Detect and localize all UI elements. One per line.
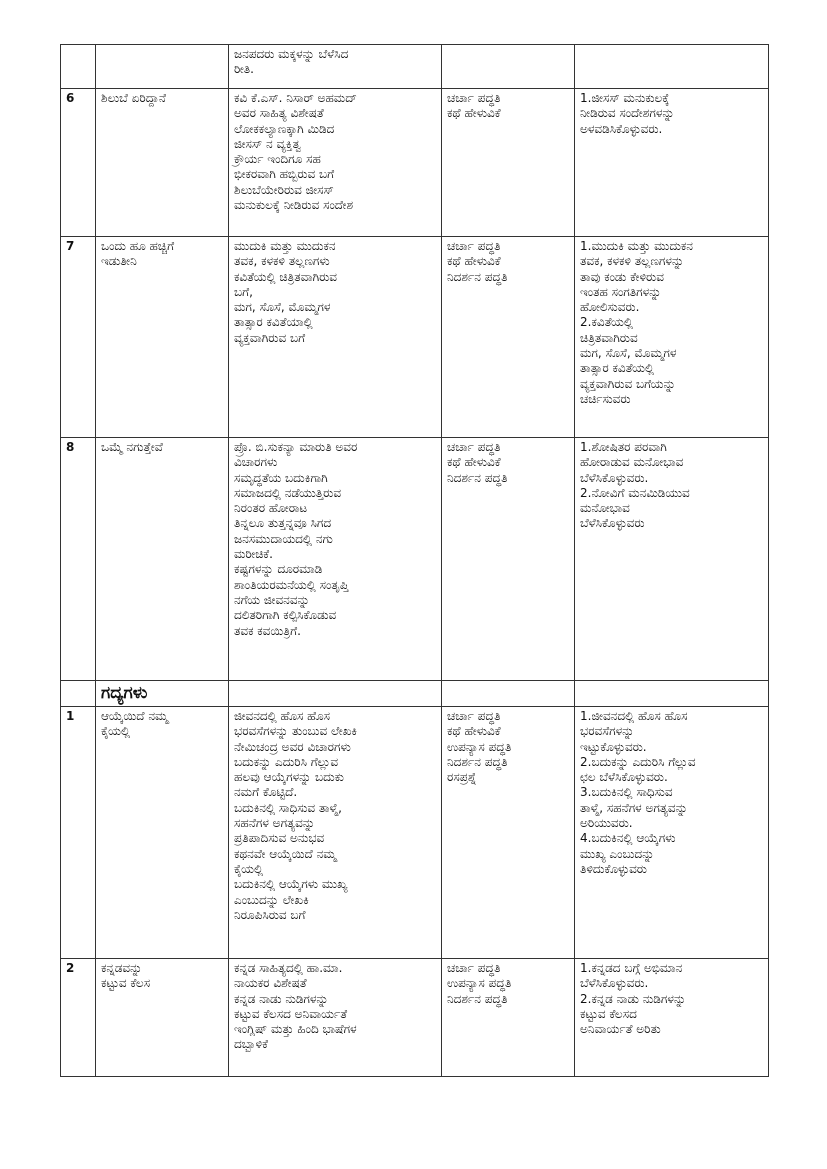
table-row — [61, 237, 769, 438]
cell-content: ಪ್ರೊ. ಬಿ.ಸುಕನ್ಯಾ ಮಾರುತಿ ಅವರ ವಿಚಾರಗಳು ಸಮೃದ್ಧತೆಯ ಬದುಕಿಗಾಗಿ ಸಮಾಜದಲ್ಲಿ ನಡೆಯುತ್ತಿರುವ ನಿರಂತರ ಹೋರಾಟ ತಿನ್ನಲೂ ತುತ್ತನ್ನವೂ ಸಿಗದ ಜನಸಮುದಾಯದಲ್ಲಿ ನಗು ಮರೀಚಿಕೆ. ಕಷ್ಟಗಳನ್ನು ದೂರಮಾಡಿ ಶಾಂತಿಯರಮನೆಯಲ್ಲಿ ಸಂತೃಪ್ತಿ ನಗೆಯ ಜೀವನವನ್ನು ದಲಿತರಿಗಾಗಿ ಕಲ್ಪಿಸಿಕೊಡುವ ತವಕ ಕವಯಿತ್ರಿಗೆ. — [229, 438, 442, 681]
cell-method: ಚರ್ಚಾ ಪದ್ಧತಿ ಉಪನ್ಯಾಸ ಪದ್ಧತಿ ನಿದರ್ಶನ ಪದ್ಧತಿ — [442, 959, 575, 1077]
cell-num: 1 — [61, 707, 96, 959]
table-row — [61, 707, 769, 959]
cell-content: ಕನ್ನಡ ಸಾಹಿತ್ಯದಲ್ಲಿ ಹಾ.ಮಾ. ನಾಯಕರ ವಿಶೇಷತೆ ಕನ್ನಡ ನಾಡು ನುಡಿಗಳನ್ನು ಕಟ್ಟುವ ಕೆಲಸದ ಅನಿವಾರ್ಯತೆ ಇಂಗ್ಲಿಷ್ ಮತ್ತು ಹಿಂದಿ ಭಾಷೆಗಳ ದಬ್ಬಾಳಿಕೆ — [229, 959, 442, 1077]
cell-title: ಕನ್ನಡವನ್ನು ಕಟ್ಟುವ ಕೆಲಸ — [96, 959, 229, 1077]
cell-content: ಕವಿ ಕೆ.ಎಸ್. ನಿಸಾರ್ ಅಹಮದ್ ಅವರ ಸಾಹಿತ್ಯ ವಿಶೇಷತೆ ಲೋಕಕಲ್ಯಾಣಕ್ಕಾಗಿ ಮಿಡಿದ ಜೀಸಸ್ ನ ವ್ಯಕ್ತಿತ್ವ ಕ್ರೌರ್ಯ ಇಂದಿಗೂ ಸಹ ಭೀಕರವಾಗಿ ಹಬ್ಬಿರುವ ಬಗೆ ಶಿಲುಬೆಯೇರಿರುವ ಜೀಸಸ್ ಮನುಕುಲಕ್ಕೆ ನೀಡಿರುವ ಸಂದೇಶ — [229, 89, 442, 237]
section-heading: ಗದ್ಯಗಳು — [96, 681, 229, 707]
cell-num: 2 — [61, 959, 96, 1077]
cell-content: ಜೀವನದಲ್ಲಿ ಹೊಸ ಹೊಸ ಭರವಸೆಗಳನ್ನು ತುಂಬುವ ಲೇಖಕಿ ನೇಮಿಚಂದ್ರ ಅವರ ವಿಚಾರಗಳು ಬದುಕನ್ನು ಎದುರಿಸಿ ಗೆಲ್ಲುವ ಹಲವು ಆಯ್ಕೆಗಳನ್ನು ಬದುಕು ನಮಗೆ ಕೊಟ್ಟಿದೆ. ಬದುಕಿನಲ್ಲಿ ಸಾಧಿಸುವ ತಾಳ್ಮೆ, ಸಹನೆಗಳ ಅಗತ್ಯವನ್ನು ಪ್ರತಿಪಾದಿಸುವ ಅನುಭವ ಕಥನವೇ ಆಯ್ಕೆಯಿದೆ ನಮ್ಮ ಕೈಯಲ್ಲಿ ಬದುಕಿನಲ್ಲಿ ಆಯ್ಕೆಗಳು ಮುಖ್ಯ ಎಂಬುದನ್ನು ಲೇಖಕಿ ನಿರೂಪಿಸಿರುವ ಬಗೆ — [229, 707, 442, 959]
section-row — [61, 681, 769, 707]
cell-method: ಚರ್ಚಾ ಪದ್ಧತಿ ಕಥೆ ಹೇಳುವಿಕೆ ಉಪನ್ಯಾಸ ಪದ್ಧತಿ ನಿದರ್ಶನ ಪದ್ಧತಿ ರಸಪ್ರಶ್ನೆ — [442, 707, 575, 959]
cell-content: ಮುದುಕಿ ಮತ್ತು ಮುದುಕನ ತವಕ, ಕಳಕಳಿ ತಲ್ಲಣಗಳು ಕವಿತೆಯಲ್ಲಿ ಚಿತ್ರಿತವಾಗಿರುವ ಬಗೆ, ಮಗ, ಸೊಸೆ, ಮೊಮ್ಮಗಳ ತಾತ್ಸಾರ ಕವಿತೆಯಾಲ್ಲಿ ವ್ಯಕ್ತವಾಗಿರುವ ಬಗೆ — [229, 237, 442, 438]
empty-cell — [229, 681, 442, 707]
table-row — [61, 438, 769, 681]
cell-title: ಒಮ್ಮೆ ನಗುತ್ತೇವೆ — [96, 438, 229, 681]
table-row — [61, 959, 769, 1077]
cell-outcome: 1.ಮುದುಕಿ ಮತ್ತು ಮುದುಕನ ತವಕ, ಕಳಕಳಿ ತಲ್ಲಣಗಳನ್ನು ತಾವು ಕಂಡು ಕೇಳಿರುವ ಇಂತಹ ಸಂಗತಿಗಳನ್ನು ಹೋಲಿಸುವರು. 2.ಕವಿತೆಯಲ್ಲಿ ಚಿತ್ರಿತವಾಗಿರುವ ಮಗ, ಸೊಸೆ, ಮೊಮ್ಮಗಳ ತಾತ್ಸಾರ ಕವಿತೆಯಲ್ಲಿ ವ್ಯಕ್ತವಾಗಿರುವ ಬಗೆಯನ್ನು ಚರ್ಚಿಸುವರು — [575, 237, 769, 438]
cell-num — [61, 45, 96, 89]
table-row — [61, 45, 769, 89]
empty-cell — [61, 681, 96, 707]
cell-outcome: 1.ಜೀವನದಲ್ಲಿ ಹೊಸ ಹೊಸ ಭರವಸೆಗಳನ್ನು ಇಟ್ಟುಕೊಳ್ಳುವರು. 2.ಬದುಕನ್ನು ಎದುರಿಸಿ ಗೆಲ್ಲುವ ಛಲ ಬೆಳೆಸಿಕೊಳ್ಳುವರು. 3.ಬದುಕಿನಲ್ಲಿ ಸಾಧಿಸುವ ತಾಳ್ಮೆ, ಸಹನೆಗಳ ಅಗತ್ಯವನ್ನು ಅರಿಯುವರು. 4.ಬದುಕಿನಲ್ಲಿ ಆಯ್ಕೆಗಳು ಮುಖ್ಯ ಎಂಬುದನ್ನು ತಿಳಿದುಕೊಳ್ಳುವರು — [575, 707, 769, 959]
cell-title — [96, 45, 229, 89]
lesson-plan-table — [60, 44, 769, 1077]
cell-num: 8 — [61, 438, 96, 681]
cell-method: ಚರ್ಚಾ ಪದ್ಧತಿ ಕಥೆ ಹೇಳುವಿಕೆ ನಿದರ್ಶನ ಪದ್ಧತಿ — [442, 237, 575, 438]
cell-outcome: 1.ಜೀಸಸ್ ಮನುಕುಲಕ್ಕೆ ನೀಡಿರುವ ಸಂದೇಶಗಳನ್ನು ಅಳವಡಿಸಿಕೊಳ್ಳುವರು. — [575, 89, 769, 237]
cell-outcome: 1.ಶೋಷಿತರ ಪರವಾಗಿ ಹೋರಾಡುವ ಮನೋಭಾವ ಬೆಳೆಸಿಕೊಳ್ಳುವರು. 2.ನೋವಿಗೆ ಮನಮಿಡಿಯುವ ಮನೋಭಾವ ಬೆಳೆಸಿಕೊಳ್ಳುವರು — [575, 438, 769, 681]
cell-title: ಆಯ್ಕೆಯಿದೆ ನಮ್ಮ ಕೈಯಲ್ಲಿ — [96, 707, 229, 959]
cell-num: 6 — [61, 89, 96, 237]
table-row — [61, 89, 769, 237]
cell-content: ಜನಪದರು ಮಕ್ಕಳನ್ನು ಬೆಳೆಸಿದ ರೀತಿ. — [229, 45, 442, 89]
empty-cell — [575, 681, 769, 707]
cell-outcome — [575, 45, 769, 89]
cell-method — [442, 45, 575, 89]
cell-outcome: 1.ಕನ್ನಡದ ಬಗ್ಗೆ ಅಭಿಮಾನ ಬೆಳೆಸಿಕೊಳ್ಳುವರು. 2.ಕನ್ನಡ ನಾಡು ನುಡಿಗಳನ್ನು ಕಟ್ಟುವ ಕೆಲಸದ ಅನಿವಾರ್ಯತೆ ಅರಿತು — [575, 959, 769, 1077]
cell-method: ಚರ್ಚಾ ಪದ್ಧತಿ ಕಥೆ ಹೇಳುವಿಕೆ ನಿದರ್ಶನ ಪದ್ಧತಿ — [442, 438, 575, 681]
cell-num: 7 — [61, 237, 96, 438]
cell-method: ಚರ್ಚಾ ಪದ್ಧತಿ ಕಥೆ ಹೇಳುವಿಕೆ — [442, 89, 575, 237]
empty-cell — [442, 681, 575, 707]
cell-title: ಒಂದು ಹೂ ಹಚ್ಚಿಗೆ ಇಡುತೀನಿ — [96, 237, 229, 438]
cell-title: ಶಿಲುಬೆ ಏರಿದ್ದಾನೆ — [96, 89, 229, 237]
